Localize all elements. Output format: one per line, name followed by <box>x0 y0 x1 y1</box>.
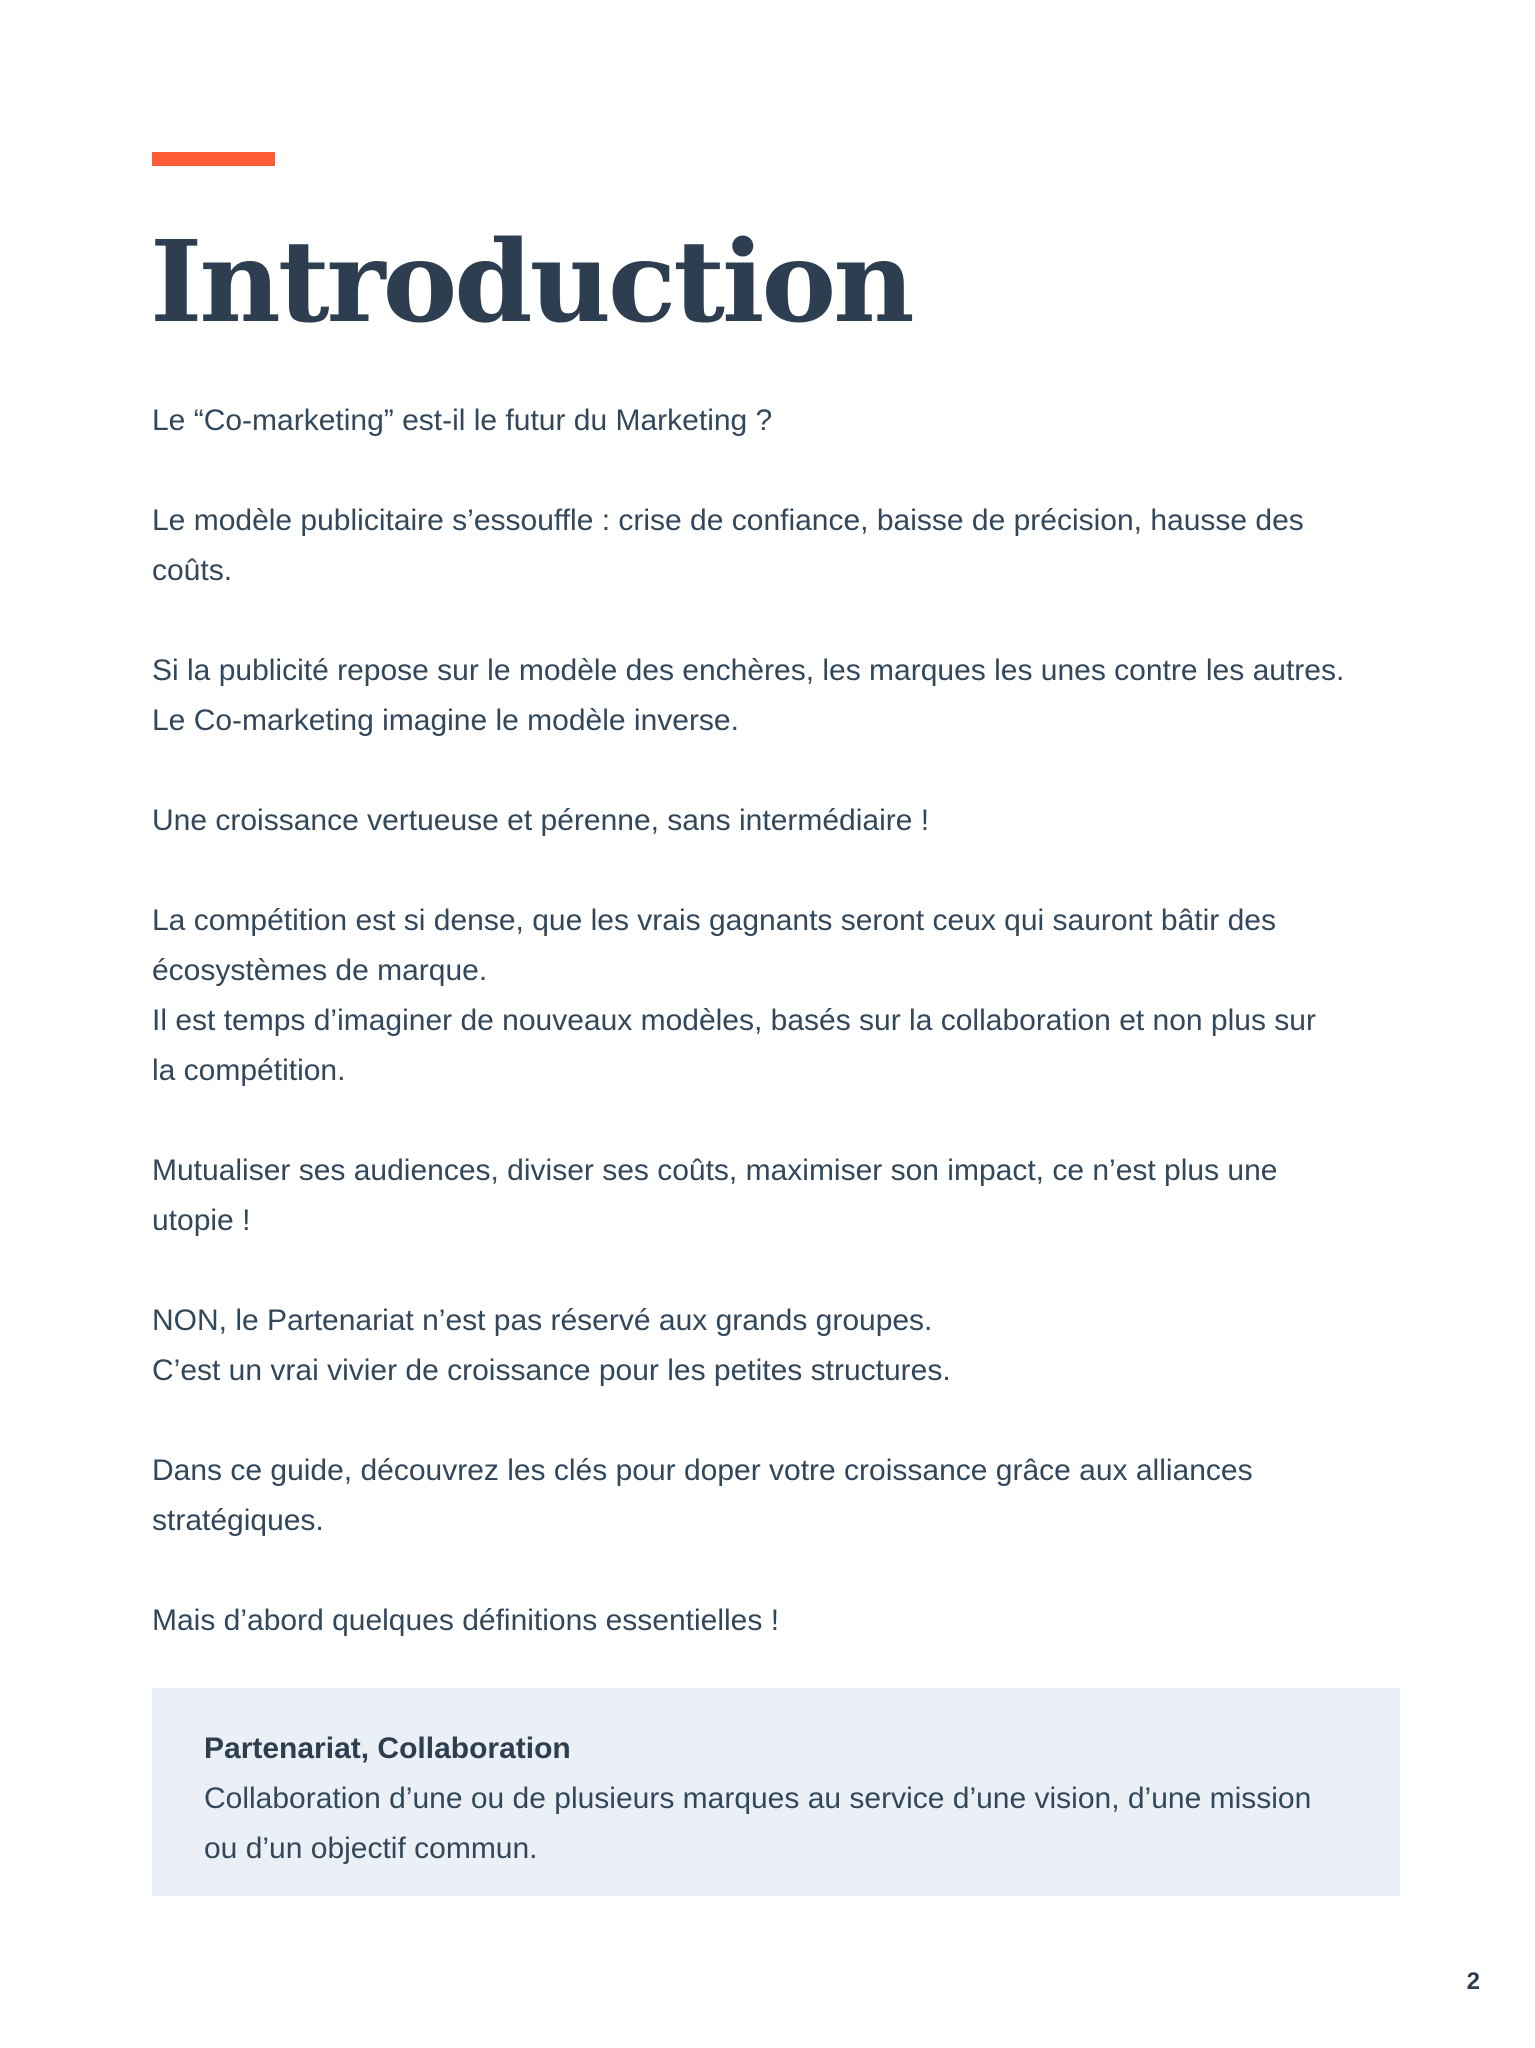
text-line: Mais d’abord quelques définitions essentielles ! <box>152 1604 780 1637</box>
text-line: Dans ce guide, découvrez les clés pour doper votre croissance grâce aux alliances <box>152 1454 1253 1487</box>
text-line: Le “Co-marketing” est-il le futur du Marketing ? <box>152 404 773 437</box>
paragraph <box>152 1146 1392 1246</box>
paragraph <box>152 396 1392 446</box>
text-line: Il est temps d’imaginer de nouveaux modèles, basés sur la collaboration et non plus sur <box>152 1004 1316 1037</box>
text-line: la compétition. <box>152 1054 346 1087</box>
paragraph <box>152 1596 1392 1646</box>
text-line: C’est un vrai vivier de croissance pour les petites structures. <box>152 1354 951 1387</box>
text-line: Une croissance vertueuse et pérenne, sans intermédiaire ! <box>152 804 930 837</box>
text-line: ou d’un objectif commun. <box>204 1832 538 1865</box>
body-text <box>152 396 1392 1696</box>
paragraph <box>152 1296 1392 1396</box>
definition-term: Partenariat, Collaboration <box>204 1732 571 1765</box>
text-line: utopie ! <box>152 1204 251 1237</box>
text-line: La compétition est si dense, que les vrais gagnants seront ceux qui sauront bâtir des <box>152 904 1276 937</box>
text-line: Mutualiser ses audiences, diviser ses coûts, maximiser son impact, ce n’est plus une <box>152 1154 1278 1187</box>
accent-bar <box>152 152 275 166</box>
paragraph <box>152 896 1392 1096</box>
text-line: Le Co-marketing imagine le modèle inverse. <box>152 704 739 737</box>
page-title: Introduction <box>150 217 912 348</box>
page-number: 2 <box>1466 1968 1480 1995</box>
definition-text <box>204 1774 1348 1874</box>
text-line: Si la publicité repose sur le modèle des enchères, les marques les unes contre les autres. <box>152 654 1345 687</box>
definition-box <box>152 1688 1400 1896</box>
text-line: écosystèmes de marque. <box>152 954 488 987</box>
paragraph <box>152 646 1392 746</box>
text-line: stratégiques. <box>152 1504 324 1537</box>
text-line: NON, le Partenariat n’est pas réservé aux grands groupes. <box>152 1304 933 1337</box>
text-line: Le modèle publicitaire s’essouffle : crise de confiance, baisse de précision, hausse des <box>152 504 1304 537</box>
paragraph <box>152 796 1392 846</box>
text-line: coûts. <box>152 554 233 587</box>
paragraph <box>152 496 1392 596</box>
paragraph <box>152 1446 1392 1546</box>
text-line: Collaboration d’une ou de plusieurs marques au service d’une vision, d’une mission <box>204 1782 1312 1815</box>
